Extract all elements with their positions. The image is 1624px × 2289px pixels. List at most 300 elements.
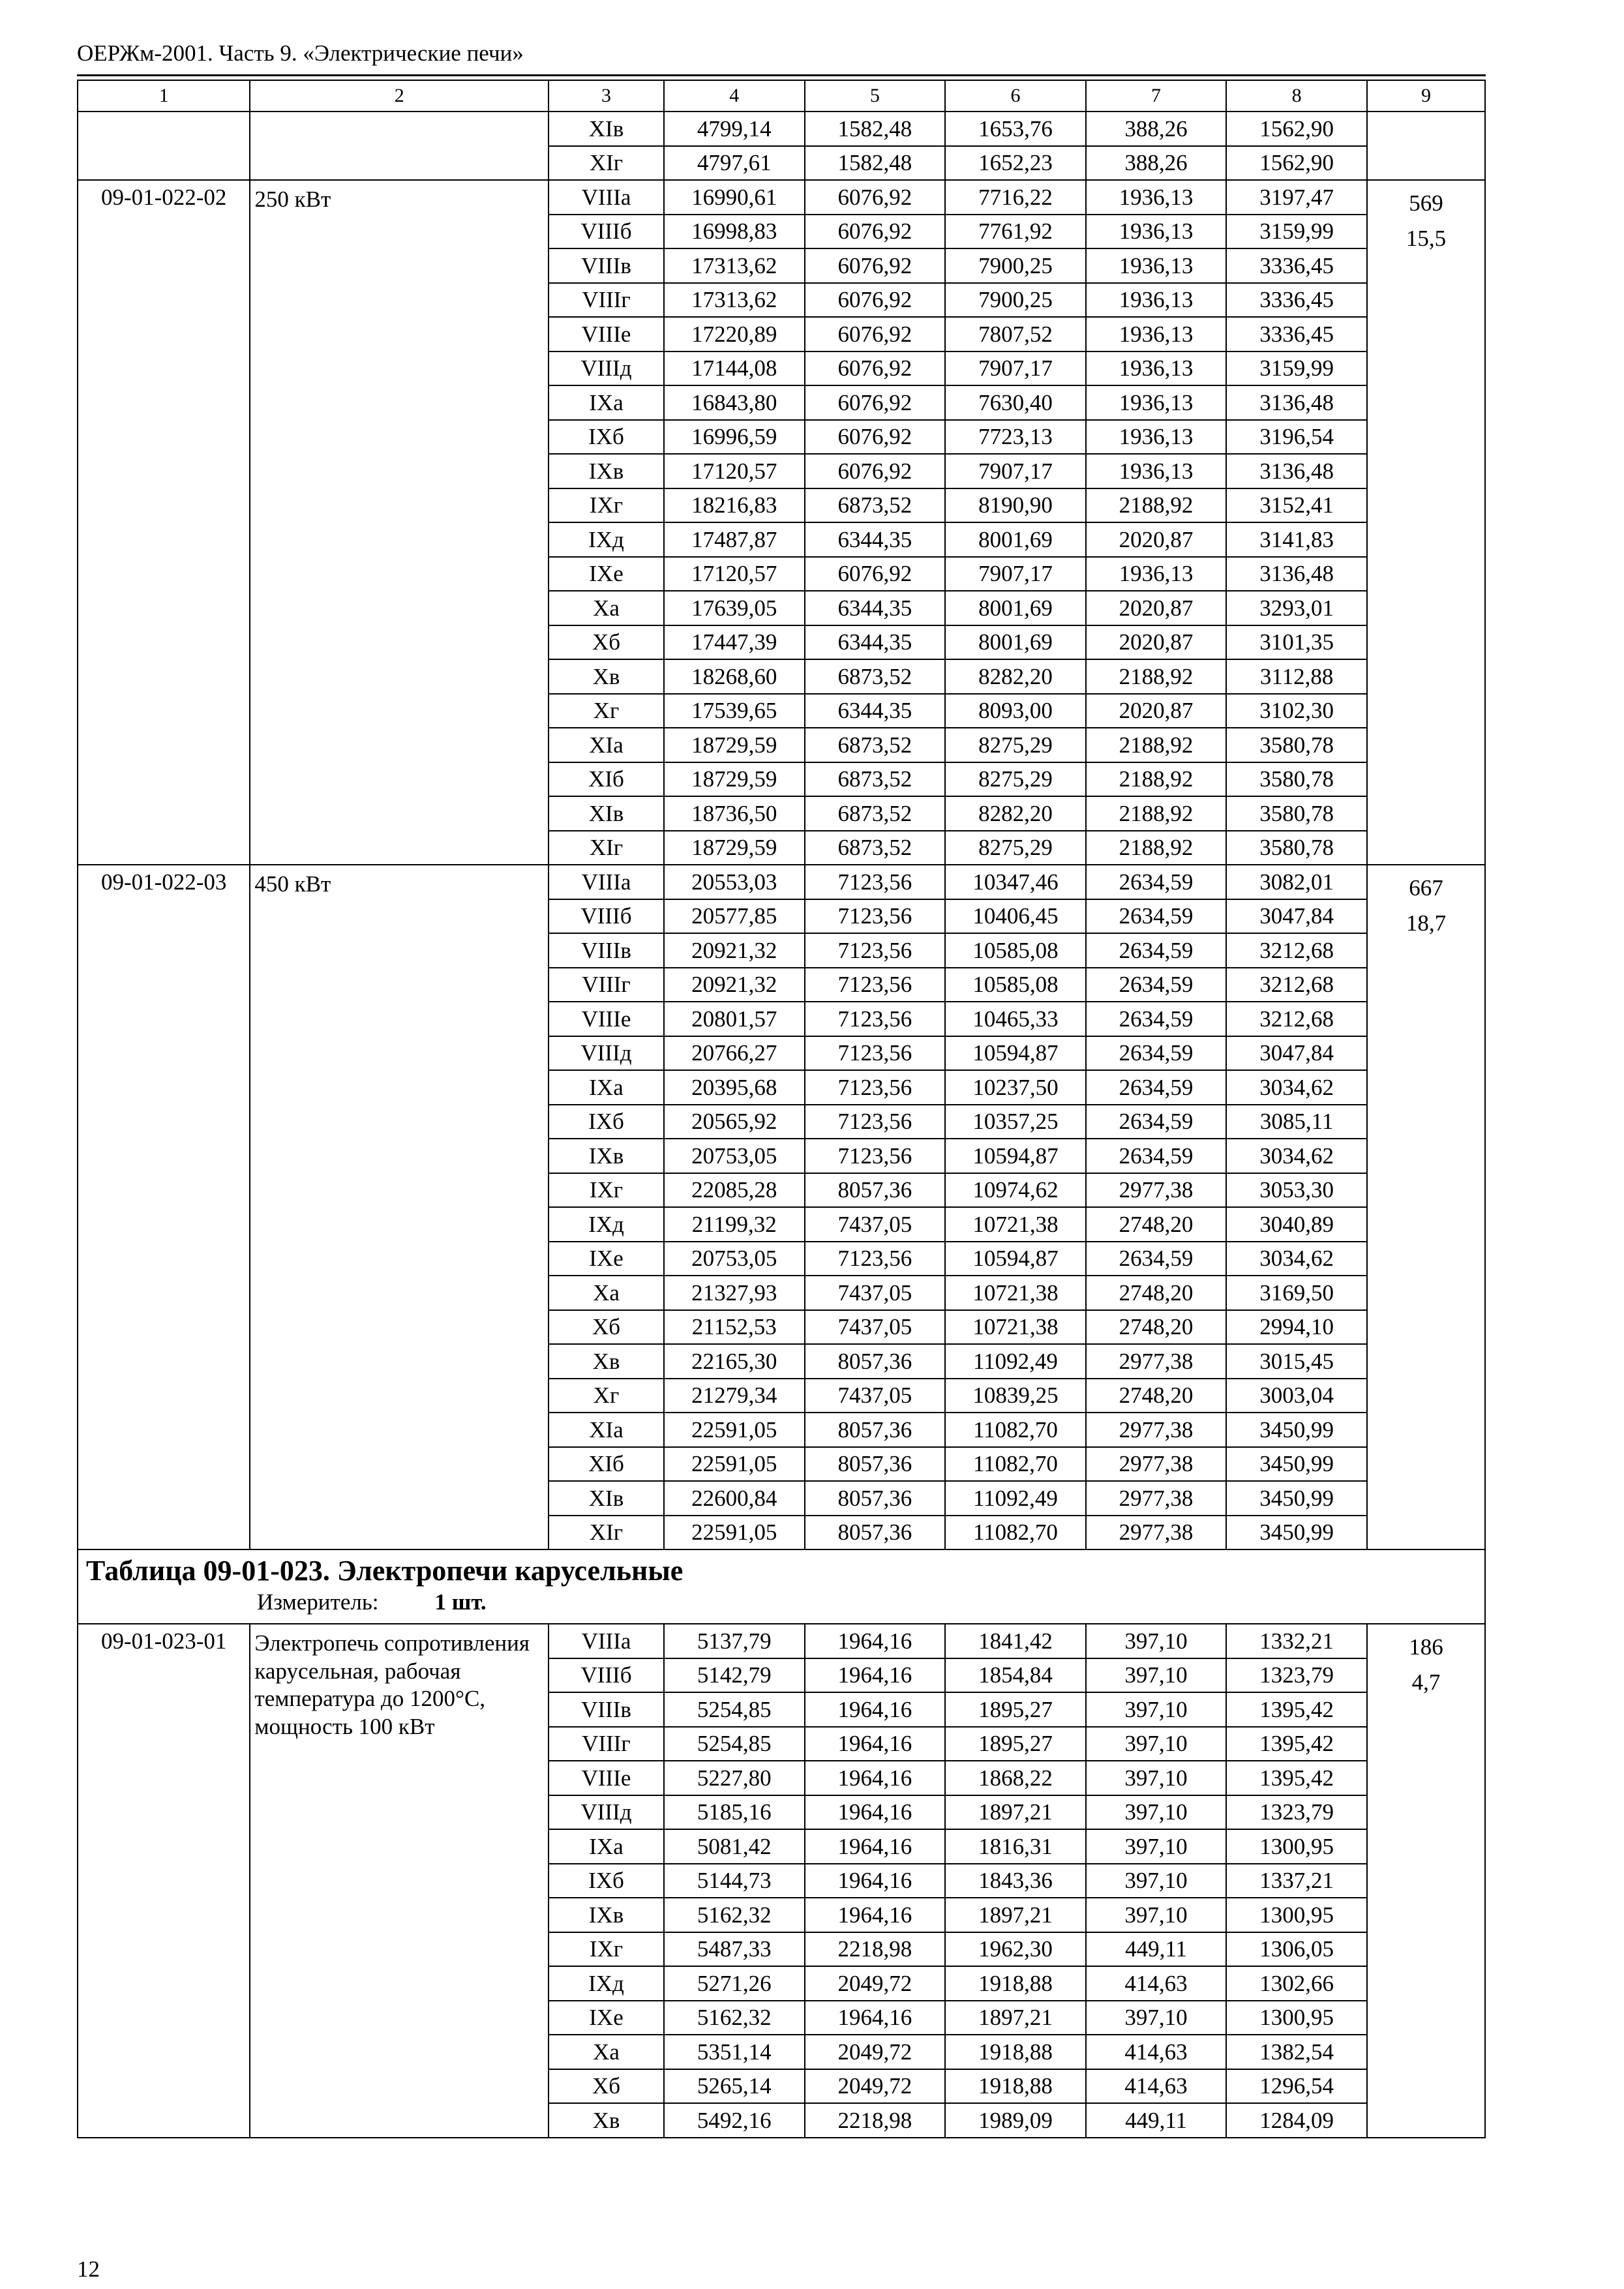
page-number: 12 (77, 2256, 100, 2282)
zone-cell: IXб (549, 1864, 664, 1898)
value-cell: 3102,30 (1226, 694, 1367, 728)
value-cell: 3141,83 (1226, 522, 1367, 557)
value-cell: 3159,99 (1226, 352, 1367, 386)
value-cell: 10347,46 (945, 865, 1086, 899)
value-cell: 3450,99 (1226, 1413, 1367, 1447)
value-cell: 388,26 (1086, 112, 1227, 146)
value-cell: 5185,16 (664, 1795, 805, 1830)
value-cell: 5254,85 (664, 1727, 805, 1761)
value-cell: 20565,92 (664, 1105, 805, 1139)
value-cell: 2977,38 (1086, 1413, 1227, 1447)
value-cell: 8282,20 (945, 659, 1086, 694)
zone-cell: VIIIа (549, 180, 664, 215)
column-number-row (78, 80, 1485, 112)
value-cell: 2748,20 (1086, 1276, 1227, 1310)
value-cell: 2977,38 (1086, 1344, 1227, 1379)
value-cell: 397,10 (1086, 1898, 1227, 1932)
value-cell: 7907,17 (945, 352, 1086, 386)
value-cell: 2977,38 (1086, 1173, 1227, 1208)
value-cell: 2218,98 (805, 1932, 946, 1967)
zone-cell: VIIIе (549, 317, 664, 352)
value-cell: 17313,62 (664, 283, 805, 318)
value-cell: 1936,13 (1086, 352, 1227, 386)
value-cell: 5081,42 (664, 1829, 805, 1864)
column-number: 1 (78, 80, 250, 112)
value-cell: 1897,21 (945, 1898, 1086, 1932)
value-cell: 21279,34 (664, 1379, 805, 1413)
value-cell: 18216,83 (664, 488, 805, 523)
zone-cell: Xб (549, 2069, 664, 2104)
value-cell: 388,26 (1086, 146, 1227, 181)
value-cell: 1964,16 (805, 1624, 946, 1658)
value-cell: 18729,59 (664, 762, 805, 797)
value-cell: 3034,62 (1226, 1070, 1367, 1105)
zone-cell: IXа (549, 1070, 664, 1105)
value-cell: 1964,16 (805, 1795, 946, 1830)
value-cell: 1962,30 (945, 1932, 1086, 1967)
section-heading (78, 1549, 1485, 1624)
value-cell: 20921,32 (664, 968, 805, 1002)
value-cell: 2748,20 (1086, 1207, 1227, 1242)
item-code (78, 112, 250, 180)
value-cell: 10594,87 (945, 1139, 1086, 1173)
value-cell: 7123,56 (805, 899, 946, 934)
value-cell: 18736,50 (664, 796, 805, 831)
zone-cell: VIIIе (549, 1002, 664, 1036)
value-cell: 1936,13 (1086, 248, 1227, 283)
column-number: 4 (664, 80, 805, 112)
value-cell: 397,10 (1086, 1864, 1227, 1898)
value-cell: 7723,13 (945, 420, 1086, 455)
value-cell: 3053,30 (1226, 1173, 1367, 1208)
value-cell: 3197,47 (1226, 180, 1367, 215)
zone-cell: VIIIв (549, 933, 664, 968)
zone-cell: IXв (549, 1139, 664, 1173)
value-cell: 21199,32 (664, 1207, 805, 1242)
zone-cell: IXв (549, 1898, 664, 1932)
value-cell: 8001,69 (945, 591, 1086, 625)
item-name (250, 112, 549, 180)
zone-cell: Xв (549, 659, 664, 694)
column-number: 6 (945, 80, 1086, 112)
value-cell: 414,63 (1086, 2035, 1227, 2069)
value-cell: 2020,87 (1086, 591, 1227, 625)
table-row (78, 180, 1485, 215)
value-cell: 7123,56 (805, 1002, 946, 1036)
value-cell: 10594,87 (945, 1036, 1086, 1071)
zone-cell: IXд (549, 1207, 664, 1242)
value-cell: 21327,93 (664, 1276, 805, 1310)
value-cell: 7123,56 (805, 933, 946, 968)
value-cell: 7761,92 (945, 215, 1086, 249)
value-cell: 1395,42 (1226, 1692, 1367, 1727)
value-cell: 1964,16 (805, 1829, 946, 1864)
value-cell: 3003,04 (1226, 1379, 1367, 1413)
value-cell: 18729,59 (664, 831, 805, 865)
value-cell: 11092,49 (945, 1481, 1086, 1516)
table-row (78, 1624, 1485, 1658)
value-cell: 1918,88 (945, 1966, 1086, 2001)
column-number: 2 (250, 80, 549, 112)
zone-cell: XIв (549, 1481, 664, 1516)
value-cell: 2634,59 (1086, 1105, 1227, 1139)
value-cell: 1918,88 (945, 2035, 1086, 2069)
page-header: ОЕРЖм-2001. Часть 9. «Электрические печи» (77, 40, 524, 66)
value-cell: 16996,59 (664, 420, 805, 455)
value-cell: 10839,25 (945, 1379, 1086, 1413)
value-cell: 1323,79 (1226, 1658, 1367, 1693)
zone-cell: IXа (549, 1829, 664, 1864)
zone-cell: XIб (549, 1447, 664, 1482)
value-cell: 397,10 (1086, 1829, 1227, 1864)
value-cell: 8190,90 (945, 488, 1086, 523)
value-cell: 11082,70 (945, 1447, 1086, 1482)
value-cell: 7907,17 (945, 454, 1086, 488)
value-cell: 1868,22 (945, 1761, 1086, 1795)
value-cell: 17120,57 (664, 454, 805, 488)
value-cell: 3136,48 (1226, 385, 1367, 420)
value-cell: 1936,13 (1086, 317, 1227, 352)
value-cell: 7900,25 (945, 248, 1086, 283)
item-notes (1367, 112, 1485, 180)
zone-cell: IXд (549, 522, 664, 557)
value-cell: 17487,87 (664, 522, 805, 557)
value-cell: 7123,56 (805, 1242, 946, 1276)
zone-cell: VIIIд (549, 1795, 664, 1830)
item-code: 09-01-023-01 (78, 1624, 250, 2138)
value-cell: 2188,92 (1086, 728, 1227, 762)
value-cell: 3082,01 (1226, 865, 1367, 899)
value-cell: 5492,16 (664, 2103, 805, 2138)
value-cell: 3450,99 (1226, 1516, 1367, 1550)
value-cell: 7437,05 (805, 1207, 946, 1242)
value-cell: 21152,53 (664, 1310, 805, 1345)
value-cell: 8057,36 (805, 1447, 946, 1482)
value-cell: 3580,78 (1226, 762, 1367, 797)
value-cell: 7716,22 (945, 180, 1086, 215)
value-cell: 1964,16 (805, 1658, 946, 1693)
value-cell: 10721,38 (945, 1207, 1086, 1242)
value-cell: 3336,45 (1226, 248, 1367, 283)
zone-cell: VIIIг (549, 1727, 664, 1761)
value-cell: 397,10 (1086, 1692, 1227, 1727)
value-cell: 2994,10 (1226, 1310, 1367, 1345)
value-cell: 8057,36 (805, 1481, 946, 1516)
value-cell: 11082,70 (945, 1516, 1086, 1550)
value-cell: 3196,54 (1226, 420, 1367, 455)
value-cell: 2634,59 (1086, 1036, 1227, 1071)
value-cell: 397,10 (1086, 1795, 1227, 1830)
value-cell: 5137,79 (664, 1624, 805, 1658)
value-cell: 7907,17 (945, 557, 1086, 591)
value-cell: 397,10 (1086, 1658, 1227, 1693)
item-notes (1367, 180, 1485, 865)
value-cell: 1841,42 (945, 1624, 1086, 1658)
value-cell: 7123,56 (805, 1070, 946, 1105)
section-heading-row (78, 1549, 1485, 1624)
value-cell: 5487,33 (664, 1932, 805, 1967)
value-cell: 6873,52 (805, 659, 946, 694)
value-cell: 2977,38 (1086, 1447, 1227, 1482)
item-notes (1367, 1624, 1485, 2138)
value-cell: 16843,80 (664, 385, 805, 420)
value-cell: 22600,84 (664, 1481, 805, 1516)
value-cell: 22085,28 (664, 1173, 805, 1208)
value-cell: 10237,50 (945, 1070, 1086, 1105)
value-cell: 7437,05 (805, 1276, 946, 1310)
value-cell: 18729,59 (664, 728, 805, 762)
value-cell: 5254,85 (664, 1692, 805, 1727)
zone-cell: VIIIа (549, 1624, 664, 1658)
value-cell: 22591,05 (664, 1413, 805, 1447)
value-cell: 1964,16 (805, 1898, 946, 1932)
value-cell: 2049,72 (805, 2069, 946, 2104)
table-row (78, 865, 1485, 899)
value-cell: 2020,87 (1086, 694, 1227, 728)
value-cell: 397,10 (1086, 2001, 1227, 2035)
zone-cell: Xг (549, 694, 664, 728)
value-cell: 11082,70 (945, 1413, 1086, 1447)
value-cell: 17144,08 (664, 352, 805, 386)
value-cell: 3450,99 (1226, 1447, 1367, 1482)
zone-cell: XIг (549, 1516, 664, 1550)
value-cell: 22591,05 (664, 1516, 805, 1550)
value-cell: 18268,60 (664, 659, 805, 694)
zone-cell: Xб (549, 1310, 664, 1345)
zone-cell: VIIIг (549, 968, 664, 1002)
zone-cell: XIг (549, 831, 664, 865)
item-name: 450 кВт (250, 865, 549, 1549)
measure-label: Измеритель: (257, 1589, 379, 1615)
value-cell: 1562,90 (1226, 146, 1367, 181)
value-cell: 397,10 (1086, 1624, 1227, 1658)
value-cell: 8057,36 (805, 1516, 946, 1550)
value-cell: 3212,68 (1226, 933, 1367, 968)
value-cell: 1936,13 (1086, 454, 1227, 488)
value-cell: 1296,54 (1226, 2069, 1367, 2104)
zone-cell: VIIIа (549, 865, 664, 899)
value-cell: 5162,32 (664, 1898, 805, 1932)
value-cell: 3212,68 (1226, 1002, 1367, 1036)
column-number: 5 (805, 80, 946, 112)
value-cell: 2634,59 (1086, 1002, 1227, 1036)
value-cell: 1897,21 (945, 1795, 1086, 1830)
value-cell: 3580,78 (1226, 728, 1367, 762)
value-cell: 7630,40 (945, 385, 1086, 420)
value-cell: 10974,62 (945, 1173, 1086, 1208)
value-cell: 5265,14 (664, 2069, 805, 2104)
value-cell: 1964,16 (805, 1692, 946, 1727)
value-cell: 2188,92 (1086, 762, 1227, 797)
value-cell: 7807,52 (945, 317, 1086, 352)
value-cell: 6076,92 (805, 317, 946, 352)
value-cell: 1936,13 (1086, 420, 1227, 455)
value-cell: 2634,59 (1086, 933, 1227, 968)
value-cell: 1936,13 (1086, 180, 1227, 215)
value-cell: 1895,27 (945, 1692, 1086, 1727)
zone-cell: Xа (549, 2035, 664, 2069)
value-cell: 6873,52 (805, 762, 946, 797)
column-number: 9 (1367, 80, 1485, 112)
value-cell: 1582,48 (805, 146, 946, 181)
value-cell: 6344,35 (805, 625, 946, 660)
column-number: 3 (549, 80, 664, 112)
value-cell: 1936,13 (1086, 215, 1227, 249)
value-cell: 1964,16 (805, 1761, 946, 1795)
value-cell: 6076,92 (805, 283, 946, 318)
value-cell: 20395,68 (664, 1070, 805, 1105)
zone-cell: Xб (549, 625, 664, 660)
zone-cell: IXе (549, 2001, 664, 2035)
value-cell: 6076,92 (805, 420, 946, 455)
value-cell: 414,63 (1086, 2069, 1227, 2104)
zone-cell: VIIIе (549, 1761, 664, 1795)
value-cell: 2188,92 (1086, 488, 1227, 523)
value-cell: 6076,92 (805, 248, 946, 283)
zone-cell: XIв (549, 112, 664, 146)
column-number: 8 (1226, 80, 1367, 112)
value-cell: 7123,56 (805, 1036, 946, 1071)
value-cell: 1582,48 (805, 112, 946, 146)
zone-cell: VIIIд (549, 352, 664, 386)
zone-cell: VIIIв (549, 248, 664, 283)
value-cell: 5351,14 (664, 2035, 805, 2069)
zone-cell: IXг (549, 1932, 664, 1967)
value-cell: 6076,92 (805, 385, 946, 420)
value-cell: 6076,92 (805, 215, 946, 249)
value-cell: 414,63 (1086, 1966, 1227, 2001)
value-cell: 3085,11 (1226, 1105, 1367, 1139)
value-cell: 3580,78 (1226, 831, 1367, 865)
value-cell: 1306,05 (1226, 1932, 1367, 1967)
value-cell: 6873,52 (805, 488, 946, 523)
header-rule (77, 74, 1486, 76)
value-cell: 1895,27 (945, 1727, 1086, 1761)
value-cell: 1653,76 (945, 112, 1086, 146)
value-cell: 7123,56 (805, 1139, 946, 1173)
value-cell: 1284,09 (1226, 2103, 1367, 2138)
value-cell: 8275,29 (945, 728, 1086, 762)
value-cell: 6344,35 (805, 591, 946, 625)
value-cell: 1964,16 (805, 1864, 946, 1898)
value-cell: 2049,72 (805, 2035, 946, 2069)
value-cell: 3136,48 (1226, 557, 1367, 591)
value-cell: 20921,32 (664, 933, 805, 968)
section-measure (86, 1591, 1484, 1613)
value-cell: 5162,32 (664, 2001, 805, 2035)
value-cell: 1300,95 (1226, 2001, 1367, 2035)
value-cell: 8057,36 (805, 1173, 946, 1208)
value-cell: 1395,42 (1226, 1727, 1367, 1761)
value-cell: 11092,49 (945, 1344, 1086, 1379)
value-cell: 6873,52 (805, 831, 946, 865)
value-cell: 1382,54 (1226, 2035, 1367, 2069)
value-cell: 7437,05 (805, 1310, 946, 1345)
zone-cell: VIIIб (549, 899, 664, 934)
section-title: Таблица 09-01-023. Электропечи карусельные (86, 1555, 684, 1587)
zone-cell: IXе (549, 1242, 664, 1276)
value-cell: 2748,20 (1086, 1310, 1227, 1345)
zone-cell: Xв (549, 2103, 664, 2138)
value-cell: 16998,83 (664, 215, 805, 249)
value-cell: 1302,66 (1226, 1966, 1367, 2001)
value-cell: 2020,87 (1086, 625, 1227, 660)
value-cell: 8093,00 (945, 694, 1086, 728)
value-cell: 3136,48 (1226, 454, 1367, 488)
zone-cell: IXд (549, 1966, 664, 2001)
value-cell: 1562,90 (1226, 112, 1367, 146)
zone-cell: Xв (549, 1344, 664, 1379)
value-cell: 1843,36 (945, 1864, 1086, 1898)
column-number: 7 (1086, 80, 1227, 112)
value-cell: 449,11 (1086, 1932, 1227, 1967)
value-cell: 5144,73 (664, 1864, 805, 1898)
zone-cell: XIб (549, 762, 664, 797)
value-cell: 1964,16 (805, 1727, 946, 1761)
value-cell: 6344,35 (805, 694, 946, 728)
value-cell: 7123,56 (805, 968, 946, 1002)
value-cell: 3336,45 (1226, 283, 1367, 318)
value-cell: 1337,21 (1226, 1864, 1367, 1898)
value-cell: 1816,31 (945, 1829, 1086, 1864)
value-cell: 8275,29 (945, 762, 1086, 797)
value-cell: 2748,20 (1086, 1379, 1227, 1413)
value-cell: 2188,92 (1086, 831, 1227, 865)
value-cell: 6873,52 (805, 796, 946, 831)
zone-cell: IXг (549, 488, 664, 523)
value-cell: 1332,21 (1226, 1624, 1367, 1658)
value-cell: 2218,98 (805, 2103, 946, 2138)
value-cell: 3336,45 (1226, 317, 1367, 352)
price-table (77, 80, 1486, 2138)
value-cell: 1300,95 (1226, 1829, 1367, 1864)
note-line: 4,7 (1411, 1669, 1441, 1696)
value-cell: 1918,88 (945, 2069, 1086, 2104)
value-cell: 3047,84 (1226, 1036, 1367, 1071)
item-code: 09-01-022-03 (78, 865, 250, 1549)
value-cell: 10721,38 (945, 1310, 1086, 1345)
value-cell: 1652,23 (945, 146, 1086, 181)
value-cell: 6076,92 (805, 557, 946, 591)
value-cell: 8001,69 (945, 625, 1086, 660)
value-cell: 2634,59 (1086, 1070, 1227, 1105)
zone-cell: IXа (549, 385, 664, 420)
value-cell: 5227,80 (664, 1761, 805, 1795)
zone-cell: VIIIб (549, 1658, 664, 1693)
zone-cell: IXе (549, 557, 664, 591)
zone-cell: XIв (549, 796, 664, 831)
value-cell: 10585,08 (945, 933, 1086, 968)
value-cell: 2020,87 (1086, 522, 1227, 557)
value-cell: 3212,68 (1226, 968, 1367, 1002)
value-cell: 4797,61 (664, 146, 805, 181)
value-cell: 8057,36 (805, 1413, 946, 1447)
table-row (78, 112, 1485, 146)
value-cell: 20753,05 (664, 1139, 805, 1173)
value-cell: 1897,21 (945, 2001, 1086, 2035)
value-cell: 2634,59 (1086, 1242, 1227, 1276)
value-cell: 22591,05 (664, 1447, 805, 1482)
value-cell: 20553,03 (664, 865, 805, 899)
value-cell: 8057,36 (805, 1344, 946, 1379)
value-cell: 20753,05 (664, 1242, 805, 1276)
value-cell: 4799,14 (664, 112, 805, 146)
value-cell: 10406,45 (945, 899, 1086, 934)
value-cell: 16990,61 (664, 180, 805, 215)
value-cell: 20801,57 (664, 1002, 805, 1036)
value-cell: 6873,52 (805, 728, 946, 762)
note-line: 186 (1409, 1634, 1443, 1660)
